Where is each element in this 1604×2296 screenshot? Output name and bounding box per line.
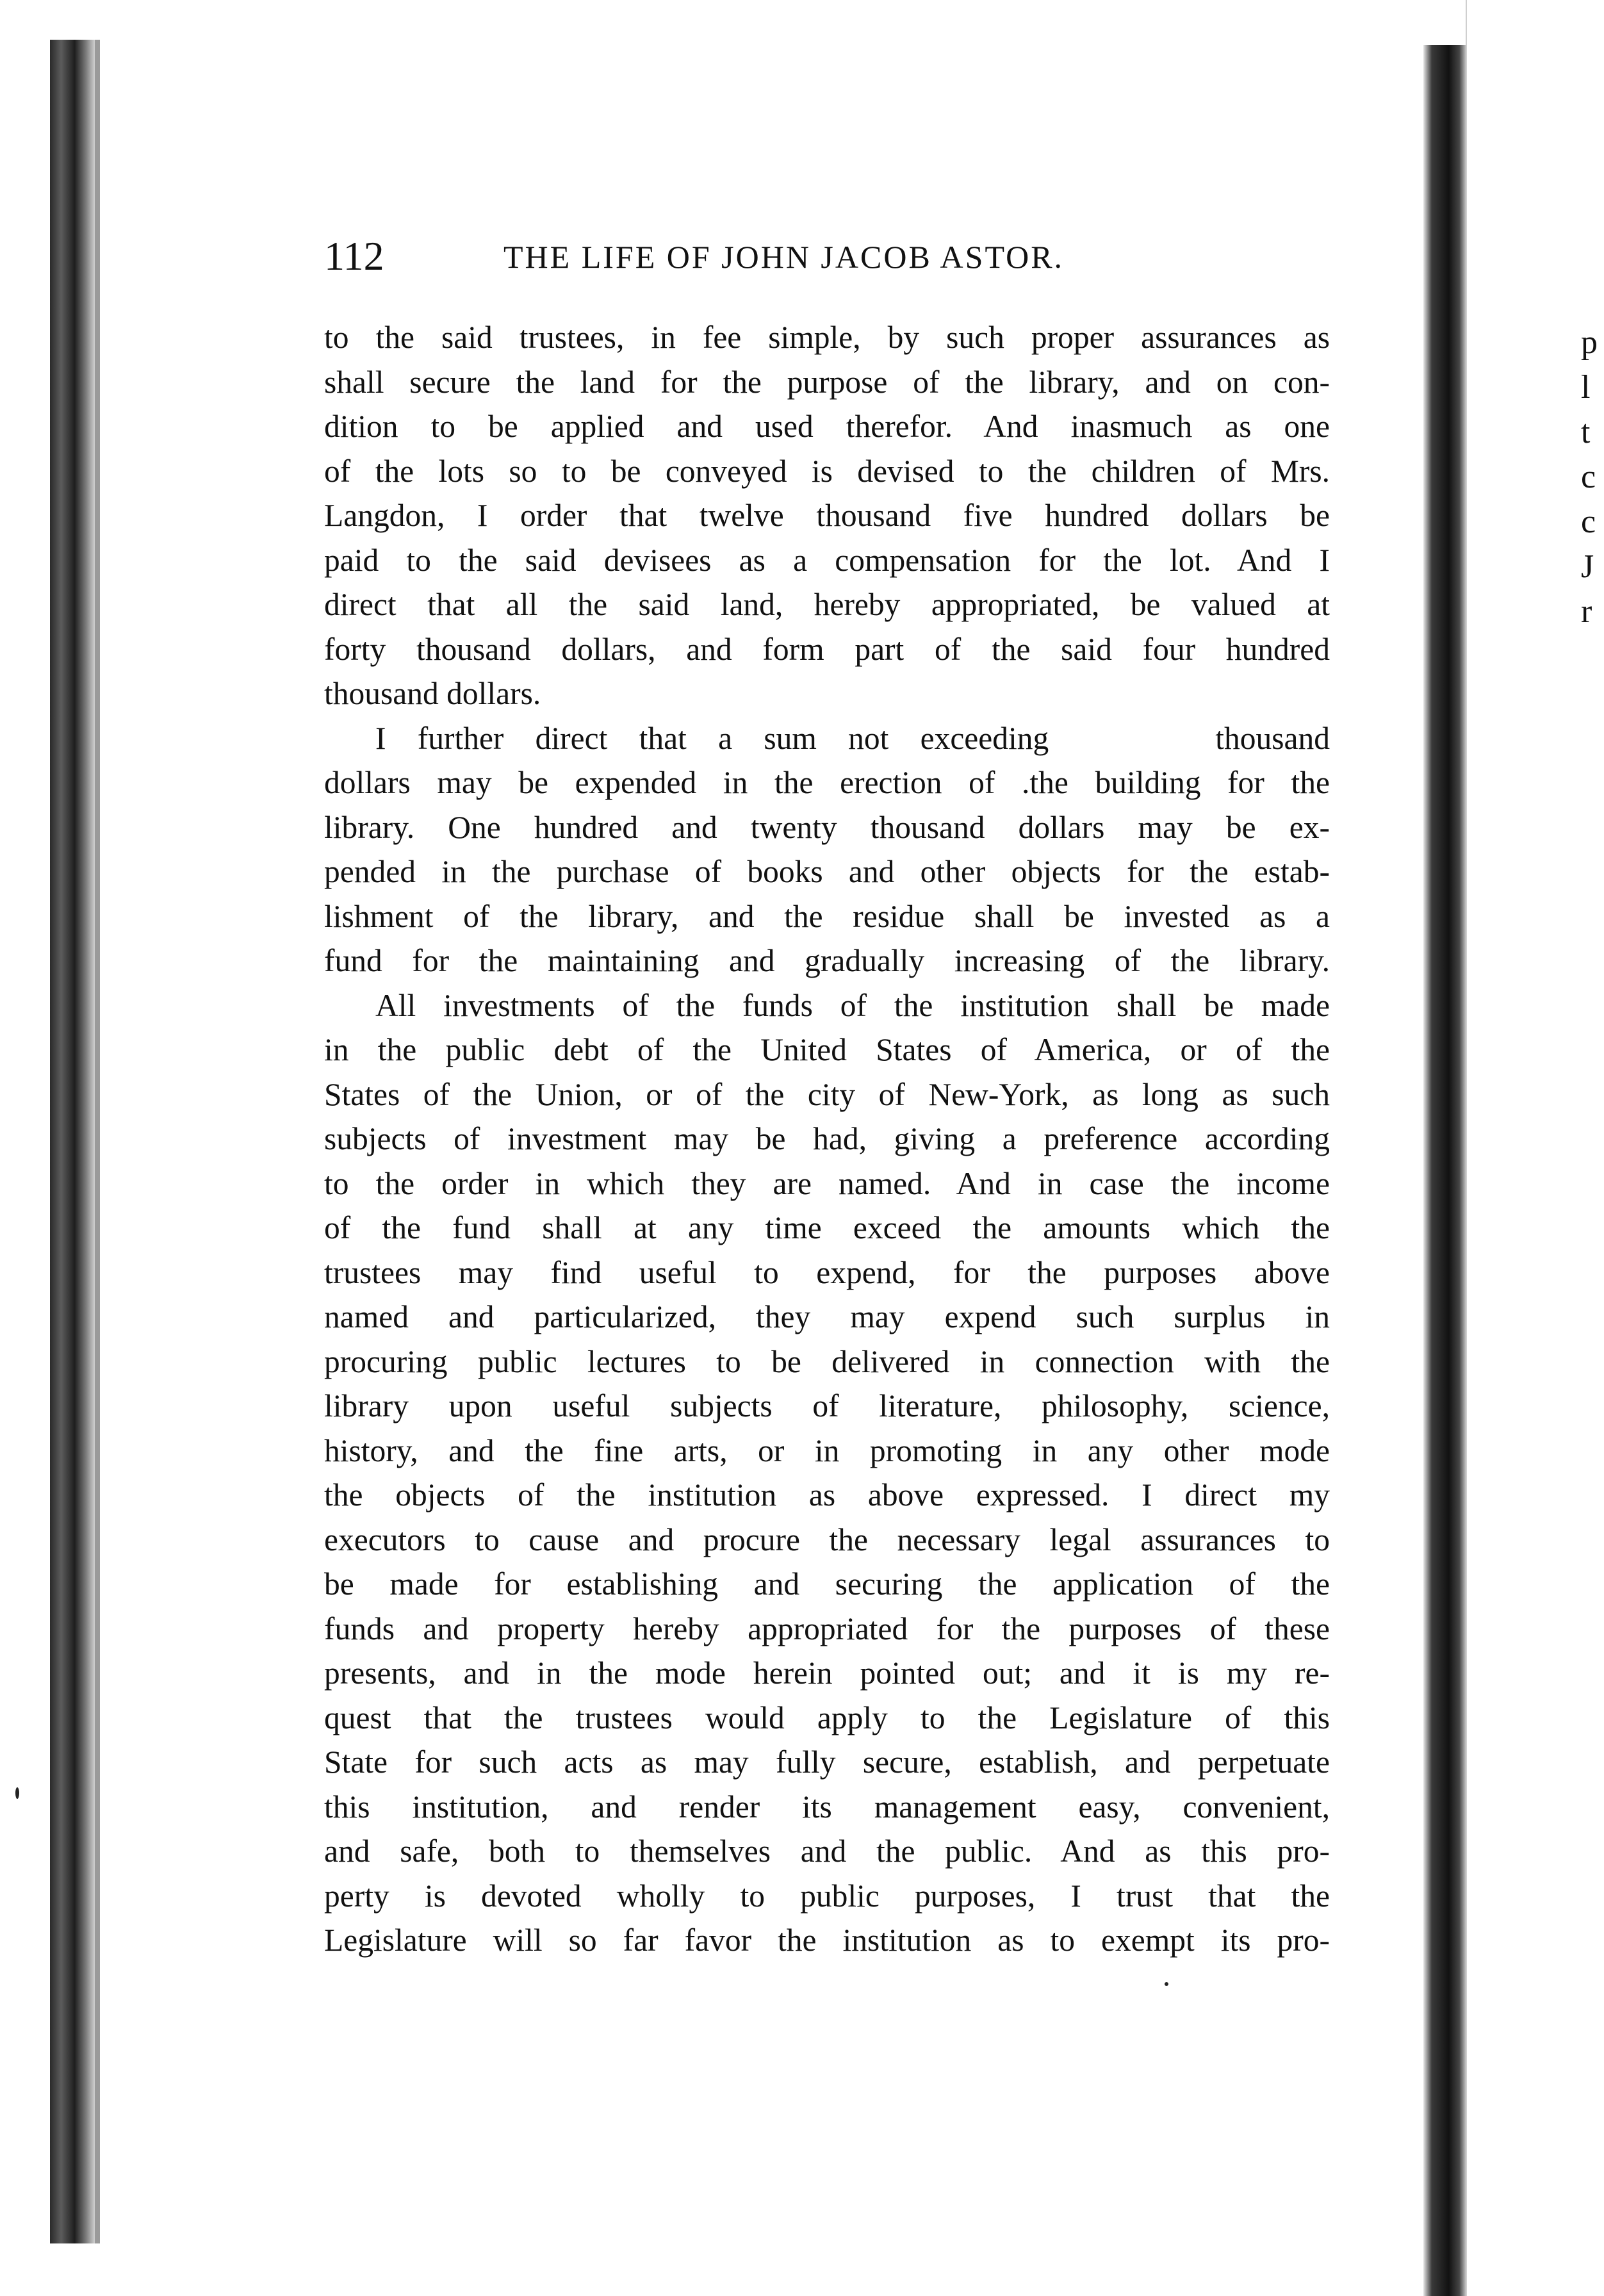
text-line: lishment of the library, and the residue shall be invested as a [324,898,1330,934]
text-line: and safe, both to themselves and the public. And as this pro- [324,1833,1330,1869]
text-line: library. One hundred and twenty thousand dollars may be ex- [324,809,1330,845]
text-line: presents, and in the mode herein pointed out; and it is my re- [324,1655,1330,1691]
text-line: subjects of investment may be had, giving a preference according [324,1121,1330,1156]
book-spine-shadow [1423,45,1466,2296]
text-line: library upon useful subjects of literature, philosophy, science, [324,1388,1330,1423]
running-head [324,231,1330,282]
book-page [324,231,1330,1963]
running-title: THE LIFE OF JOHN JACOB ASTOR. [503,239,1065,275]
text-line: shall secure the land for the purpose of the library, and on con- [324,364,1330,400]
facing-fragment: p [1581,324,1598,361]
text-line: the objects of the institution as above expressed. I direct my [324,1477,1330,1513]
text-line: to the said trustees, in fee simple, by such proper assurances as [324,320,1330,355]
text-line: to the order in which they are named. And in case the income [324,1165,1330,1201]
page-number: 112 [324,233,384,279]
text-line: of the lots so to be conveyed is devised to the children of Mrs. [324,453,1330,489]
text-line: funds and property hereby appropriated for the purposes of these [324,1611,1330,1646]
scan-left-edge [50,40,95,2243]
facing-fragment: c [1581,504,1596,540]
text-line: dition to be applied and used therefor. And inasmuch as one [324,409,1330,444]
text-line: dollars may be expended in the erection of .the building for the [324,765,1330,800]
text-line: thousand dollars. [324,676,541,711]
text-line: trustees may find useful to expend, for the purposes above [324,1254,1330,1290]
text-line: Langdon, I order that twelve thousand five hundred dollars be [324,498,1330,533]
text-fragment: thousand [1215,720,1330,756]
scan-left-edge-inner [95,40,100,2243]
body-text [324,315,1330,1963]
text-line: All investments of the funds of the institution shall be made [375,987,1330,1023]
text-line: forty thousand dollars, and form part of the said four hundred [324,631,1330,667]
facing-fragment: t [1581,414,1591,450]
text-line: direct that all the said land, hereby appropriated, be valued at [324,587,1330,622]
text-line: be made for establishing and securing the application of the [324,1566,1330,1602]
facing-fragment: r [1581,593,1592,630]
text-line: in the public debt of the United States of America, or of the [324,1032,1330,1067]
text-line: Legislature will so far favor the institution as to exempt its pro- [324,1923,1330,1958]
text-line: this institution, and render its management easy, convenient, [324,1789,1330,1824]
facing-fragment: J [1581,548,1594,585]
scan-speck [15,1787,19,1799]
facing-page-text-fragments [1581,320,1604,634]
text-line: fund for the maintaining and gradually increasing of the library. [324,943,1330,978]
text-line: quest that the trustees would apply to the Legislature of this [324,1700,1330,1735]
text-line: procuring public lectures to be delivered in connection with the [324,1343,1330,1379]
facing-fragment: l [1581,369,1591,406]
text-line-with-blank [324,716,1330,761]
text-fragment: I further direct that a sum not exceeding [375,720,1049,756]
text-line: named and particularized, they may expend such surplus in [324,1299,1330,1334]
text-line: States of the Union, or of the city of New-York, as long as such [324,1076,1330,1112]
text-line: history, and the fine arts, or in promoting in any other mode [324,1432,1330,1468]
scan-speck [1165,1982,1168,1986]
text-line: executors to cause and procure the necessary legal assurances to [324,1521,1330,1557]
text-line: State for such acts as may fully secure, establish, and perpetuate [324,1744,1330,1780]
text-line: perty is devoted wholly to public purposes, I trust that the [324,1878,1330,1914]
text-line: pended in the purchase of books and other objects for the estab- [324,854,1330,889]
text-line: of the fund shall at any time exceed the amounts which the [324,1210,1330,1245]
text-line: paid to the said devisees as a compensation for the lot. And I [324,542,1330,578]
facing-fragment: c [1581,459,1596,495]
